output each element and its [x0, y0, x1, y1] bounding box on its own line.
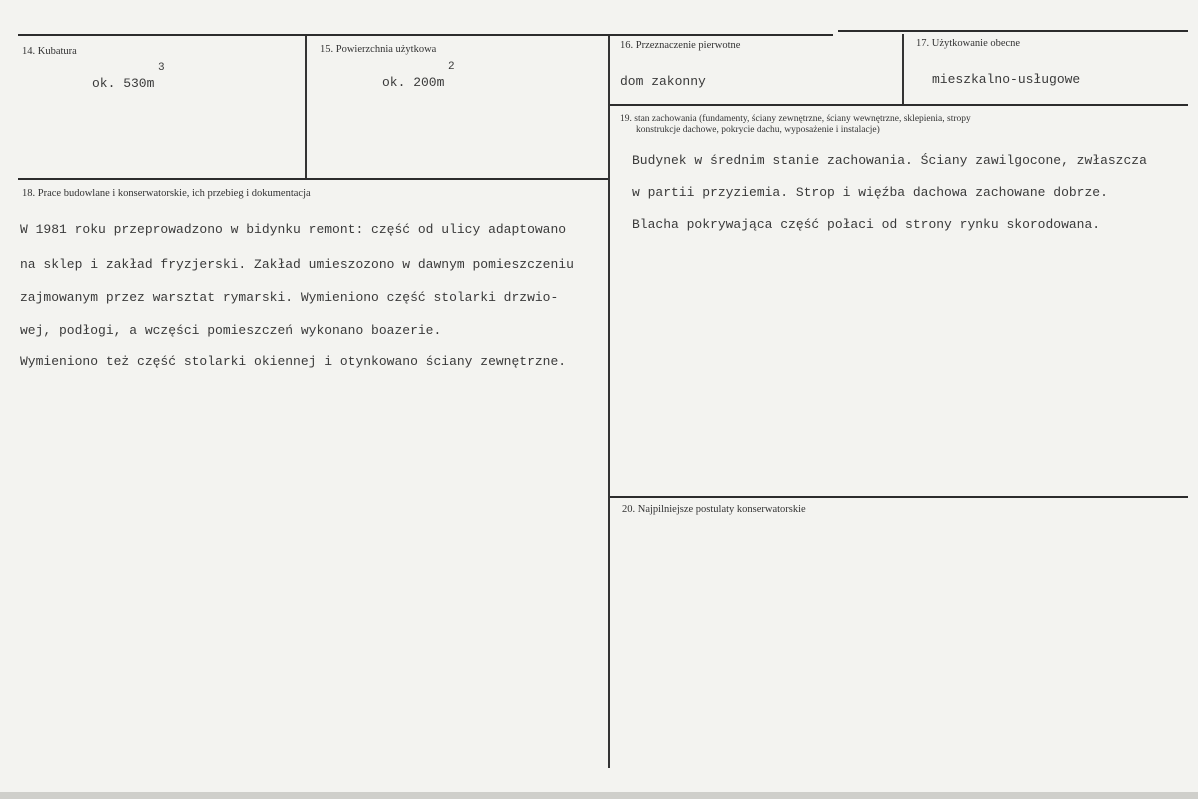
field-18-line: Wymieniono też część stolarki okiennej i otynkowano ściany zewnętrzne.: [20, 354, 567, 369]
field-18-line: zajmowanym przez warsztat rymarski. Wymieniono część stolarki drzwio-: [20, 290, 559, 305]
field-17-label: 17. Użytkowanie obecne: [916, 38, 1021, 49]
field-14-value: ok. 530m: [92, 76, 155, 91]
field-15-value: ok. 200m: [382, 75, 445, 90]
field-20-label: 20. Najpilniejsze postulaty konserwatorskie: [622, 504, 806, 515]
divider-main: [608, 36, 610, 768]
field-19-line: w partii przyziemia. Strop i więźba dachowa zachowane dobrze.: [632, 185, 1108, 200]
field-16-label: 16. Przeznaczenie pierwotne: [620, 40, 741, 51]
field-19-line: Budynek w średnim stanie zachowania. Ściany zawilgocone, zwłaszcza: [632, 153, 1147, 168]
field-14-exponent: 3: [158, 62, 165, 74]
field-15-exponent: 2: [448, 61, 455, 73]
field-18-line: W 1981 roku przeprowadzono w bidynku remont: część od ulicy adaptowano: [20, 222, 567, 237]
divider-14-15: [305, 36, 307, 178]
field-16-value: dom zakonny: [620, 74, 706, 89]
field-18-line: wej, podłogi, a wczęści pomieszczeń wykonano boazerie.: [20, 323, 442, 338]
field-17-value: mieszkalno-usługowe: [932, 72, 1081, 87]
field-19-label-line1: 19. stan zachowania (fundamenty, ściany zewnętrzne, ściany wewnętrzne, sklepienia, stropy: [620, 114, 971, 124]
divider-16-17: [902, 34, 904, 104]
rule-below-19: [610, 496, 1188, 498]
field-18-label: 18. Prace budowlane i konserwatorskie, ich przebieg i dokumentacja: [22, 188, 311, 199]
top-rule-right: [838, 30, 1188, 32]
field-19-label-line2: konstrukcje dachowe, pokrycie dachu, wyposażenie i instalacje): [636, 125, 880, 135]
rule-below-16-17: [610, 104, 1188, 106]
top-rule-left: [18, 34, 833, 36]
field-18-line: na sklep i zakład fryzjerski. Zakład umieszozono w dawnym pomieszczeniu: [20, 257, 574, 272]
field-14-label: 14. Kubatura: [22, 46, 77, 57]
card-bottom-edge: [0, 792, 1198, 799]
field-15-label: 15. Powierzchnia użytkowa: [320, 44, 437, 55]
field-19-line: Blacha pokrywająca część połaci od strony rynku skorodowana.: [632, 217, 1101, 232]
rule-below-14-15: [18, 178, 608, 180]
